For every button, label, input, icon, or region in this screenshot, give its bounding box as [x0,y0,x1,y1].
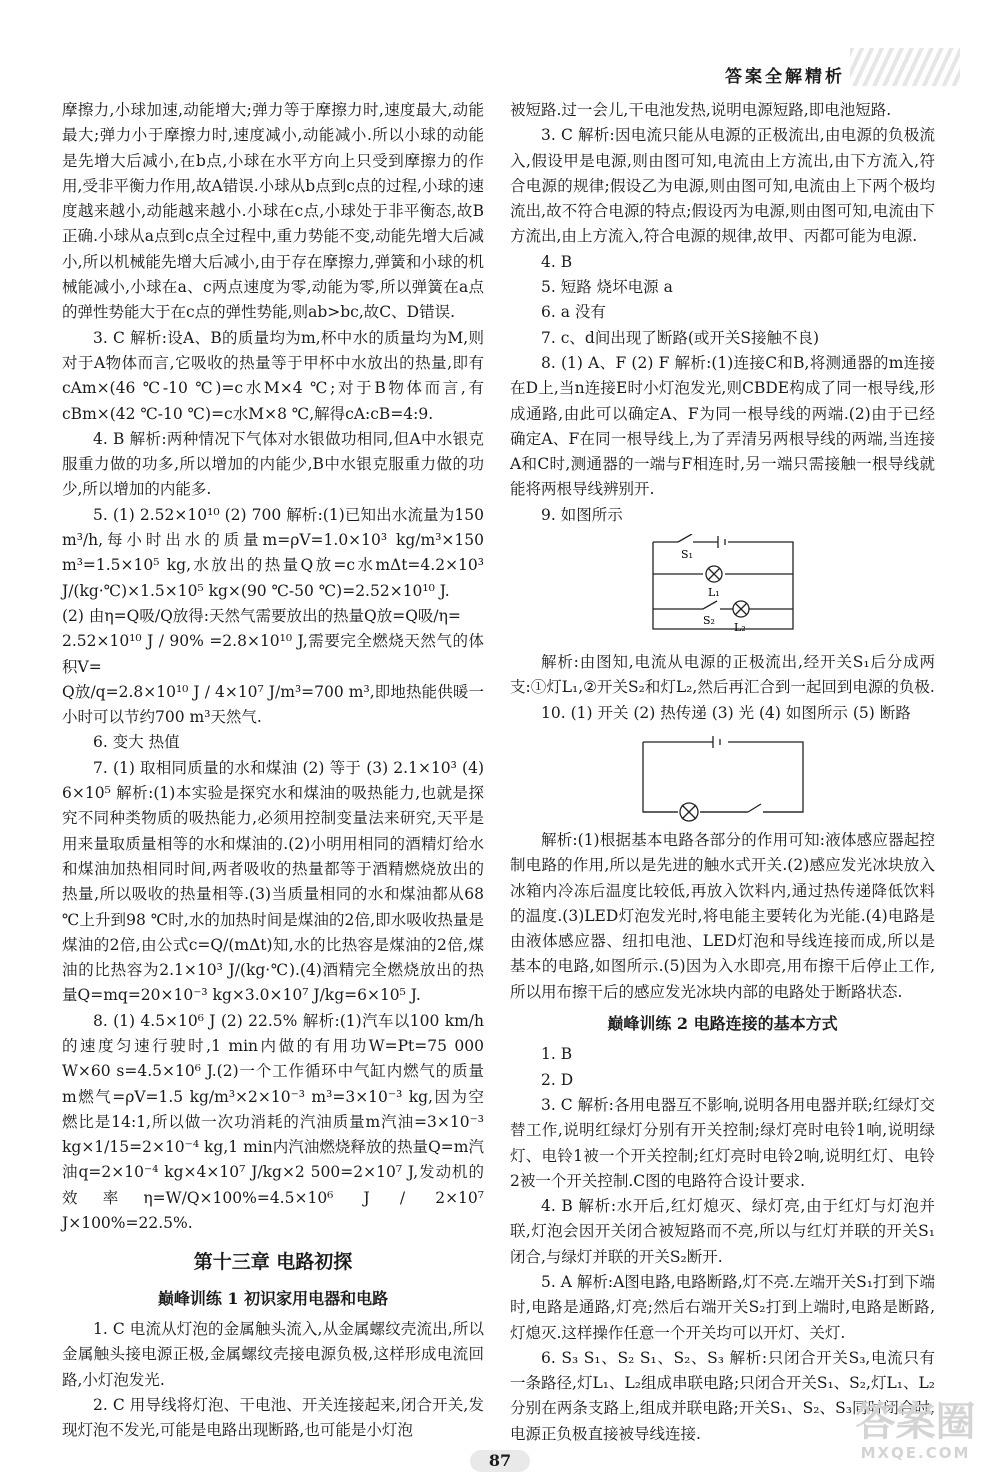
header-decoration [850,48,960,86]
answer-8: 8. (1) 4.5×10⁶ J (2) 22.5% 解析:(1)汽车以100 km/h的速度匀速行驶时,1 min内做的有用功W=Pt=75 000 W×60 s=4.5×10⁶ J.(2)一个工作循环中气缸内燃气的质量m燃气=ρV=1.5 kg/m³×2×10⁻³ m³=3×10⁻³ kg,因为空燃比是14:1,所以做一次功消耗的汽油质量m汽油=3×10⁻³ kg×1/15=2×10⁻⁴ kg,1 min内汽油燃烧释放的热量Q=m汽油q=2×10⁻⁴ kg×4×10⁷ J/kg×2 500=2×10⁷ J,发动机的效率η=W/Q×100%=4.5×10⁶ J / 2×10⁷ J×100%=22.5%. [62,1011,484,1233]
paragraph: 被短路.过一会儿,干电池发热,说明电源短路,即电池短路. [510,101,892,119]
section-title: 巅峰训练 2 电路连接的基本方式 [607,1014,838,1034]
answer-10: 10. (1) 开关 (2) 热传递 (3) 光 (4) 如图所示 (5) 断路 [541,703,911,722]
answer-6: 6. a 没有 [541,303,606,322]
answer-5-part2: (2) 由η=Q吸/Q放得:天然气需要放出的热量Q放=Q吸/η= [62,606,461,625]
watermark-logo [853,1400,978,1462]
answer-1: 1. B [541,1045,573,1064]
answer-7: 7. c、d间出现了断路(或开关S接触不良) [541,328,820,347]
answer-5: 5. 短路 烧坏电源 a [541,278,673,297]
answer-3: 3. C 解析:各用电器互不影响,说明各用电器并联;红绿灯交替工作,说明红绿灯分别有开关控制;绿灯亮时电铃1响,说明绿灯、电铃1被一个开关控制;红灯亮时电铃2响,说明红灯、电铃2被一个开关控制.C图的电路符合设计要求. [510,1095,935,1190]
parallel-circuit-diagram [648,534,798,644]
watermark-url: MXQE.COM [860,1444,971,1462]
chapter-title: 第十三章 电路初探 [193,1251,353,1274]
page-number: 87 [470,1450,530,1472]
answer-7: 7. (1) 取相同质量的水和煤油 (2) 等于 (3) 2.1×10³ (4) 6×10⁵ 解析:(1)本实验是探究水和煤油的吸热能力,也就是探究不同种类物质的吸热能力,必须用控制变量法来研究,天平是用来量取质量相等的水和煤油的.(2)小明用相同的酒精灯给水和煤油加热相同时间,两者吸收的热量都等于酒精燃烧放出的热量,所以吸收的热量相等.(3)当质量相同的水和煤油都从68 ℃上升到98 ℃时,水的加热时间是煤油的2倍,即水吸收热量是煤油的2倍,由公式c=Q/(mΔt)知,水的比热容是煤油的2倍,煤油的比热容为2.1×10³ J/(kg·℃).(4)酒精完全燃烧放出的热量Q=mq=20×10⁻³ kg×3.0×10⁷ J/kg=6×10⁵ J. [62,758,484,1005]
answer-5-part4: Q放/q=2.8×10¹⁰ J / 4×10⁷ J/m³=700 m³,即地热能供暖一小时可以节约700 m³天然气. [62,682,484,727]
answer-5: 5. (1) 2.52×10¹⁰ (2) 700 解析:(1)已知出水流量为150 m³/h,每小时出水的质量m=ρV=1.0×10³ kg/m³×150 m³=1.5×10⁵ kg,水放出的热量Q放=c水mΔt=4.2×10³ J/(kg·℃)×1.5×10⁵ kg×(90 ℃-50 ℃)=2.52×10¹⁰ J. [62,505,484,600]
label-s2: S₂ [702,614,715,628]
answer-5-part3: 2.52×10¹⁰ J / 90% =2.8×10¹⁰ J,需要完全燃烧天然气的体积V= [62,632,484,676]
answer-10-explanation: 解析:(1)根据基本电路各部分的作用可知:液体感应器起控制电路的作用,所以是先进的触水式开关.(2)感应发光冰块放入冰箱内冷冻后温度比较低,再放入饮料内,通过热传递降低饮料的温度.(3)LED灯泡发光时,将电能主要转化为光能.(4)电路是由液体感应器、纽扣电池、LED灯泡和导线连接而成,所以是基本的电路,如图所示.(5)因为入水即亮,用布擦干后停止工作,所以用布擦干后的感应发光冰块内部的电路处于断路状态. [510,830,935,1001]
answer-1: 1. C 电流从灯泡的金属触头流入,从金属螺纹壳流出,所以金属触头接电源正极,金属螺纹壳接电源负极,这样形成电流回路,小灯泡发光. [62,1319,484,1389]
answer-9-explanation: 解析:由图知,电流从电源的正极流出,经开关S₁后分成两支:①灯L₁,②开关S₂和灯L₂,然后再汇合到一起回到电源的负极. [510,653,935,697]
answer-8: 8. (1) A、F (2) F 解析:(1)连接C和B,将测通器的m连接在D上,当n连接E时小灯泡发光,则CBDE构成了同一根导线,形成通路,由此可以确定A、F为同一根导线的两端.(2)由于已经确定A、F在同一根导线上,为了弄清另两根导线的两端,当连接A和C时,测通器的一端与F相连时,另一端只需接触一根导线就能将两根导线辨别开. [510,353,935,499]
answer-5: 5. A 解析:A图电路,电路断路,灯不亮.左端开关S₁打到下端时,电路是通路,灯亮;然后右端开关S₂打到上端时,电路是断路,灯熄灭.这样操作任意一个开关均可以开灯、关灯. [510,1272,935,1342]
right-column [510,98,935,1447]
answer-9: 9. 如图所示 [541,505,623,524]
answer-6: 6. S₃ S₁、S₂ S₁、S₂、S₃ 解析:只闭合开关S₃,电流只有一条路径,灯L₁、L₂组成串联电路;只闭合开关S₁、S₂,灯L₁、L₂分别在两条支路上,组成并联电路;开关S₁、S₂、S₃同时闭合时,电源正负极直接被导线连接. [510,1348,935,1443]
answer-4: 4. B 解析:水开后,红灯熄灭、绿灯亮,由于红灯与灯泡并联,灯泡会因开关闭合被短路而不亮,所以与红灯并联的开关S₁闭合,与绿灯并联的开关S₂断开. [510,1197,935,1266]
section-title: 巅峰训练 1 初识家用电器和电路 [157,1288,389,1308]
label-s1: S₁ [680,548,693,562]
paragraph: 摩擦力,小球加速,动能增大;弹力等于摩擦力时,速度最大,动能最大;弹力小于摩擦力时,速度减小,动能减小.所以小球的动能是先增大后减小,在b点,小球在水平方向上只受到摩擦力的作用,受非平衡力作用,故A错误.小球从b点到c点的过程,小球的速度越来越小,动能越来越小.小球在c点,小球处于非平衡态,故B正确.小球从a点到c点全过程中,重力势能不变,动能先增大后减小,所以机械能先增大后减小,由于存在摩擦力,弹簧和小球的机械能减小,小球在a、c两点速度为零,动能为零,所以弹簧在a点的弹性势能大于在c点的弹性势能,则ab>bc,故C、D错误. [62,101,484,322]
answer-4: 4. B [541,252,573,271]
answer-3: 3. C 解析:因电流只能从电源的正极流出,由电源的负极流入,假设甲是电源,则由图可知,电流由上方流出,由下方流入,符合电源的规律;假设乙为电源,则由图可知,电流由上下两个极均流出,故不符合电源的特点;假设丙为电源,则由图可知,电流由下方流出,由上方流入,符合电源的规律,故甲、丙都可能为电源. [510,126,936,246]
watermark-title: 答案圈 [855,1399,976,1445]
series-circuit-diagram [638,732,808,822]
answer-3: 3. C 解析:设A、B的质量均为m,杯中水的质量均为M,则对于A物体而言,它吸收的热量等于甲杯中水放出的热量,即有cAm×(46 ℃-10 ℃)=c水M×4 ℃;对于B物体而言,有cBm×(42 ℃-10 ℃)=c水M×8 ℃,解得cA:cB=4:9. [62,328,484,423]
label-l1: L₁ [707,586,720,600]
answer-2: 2. D [541,1070,574,1089]
label-l2: L₂ [733,621,746,635]
answer-2: 2. C 用导线将灯泡、干电池、开关连接起来,闭合开关,发现灯泡不发光,可能是电路出现断路,也可能是小灯泡 [62,1395,484,1440]
answer-6: 6. 变大 热值 [93,733,180,752]
answer-4: 4. B 解析:两种情况下气体对水银做功相同,但A中水银克服重力做的功多,所以增加的内能少,B中水银克服重力做的功少,所以增加的内能多. [62,429,484,499]
header-title: 答案全解精析 [725,67,845,87]
left-column [62,98,484,1443]
